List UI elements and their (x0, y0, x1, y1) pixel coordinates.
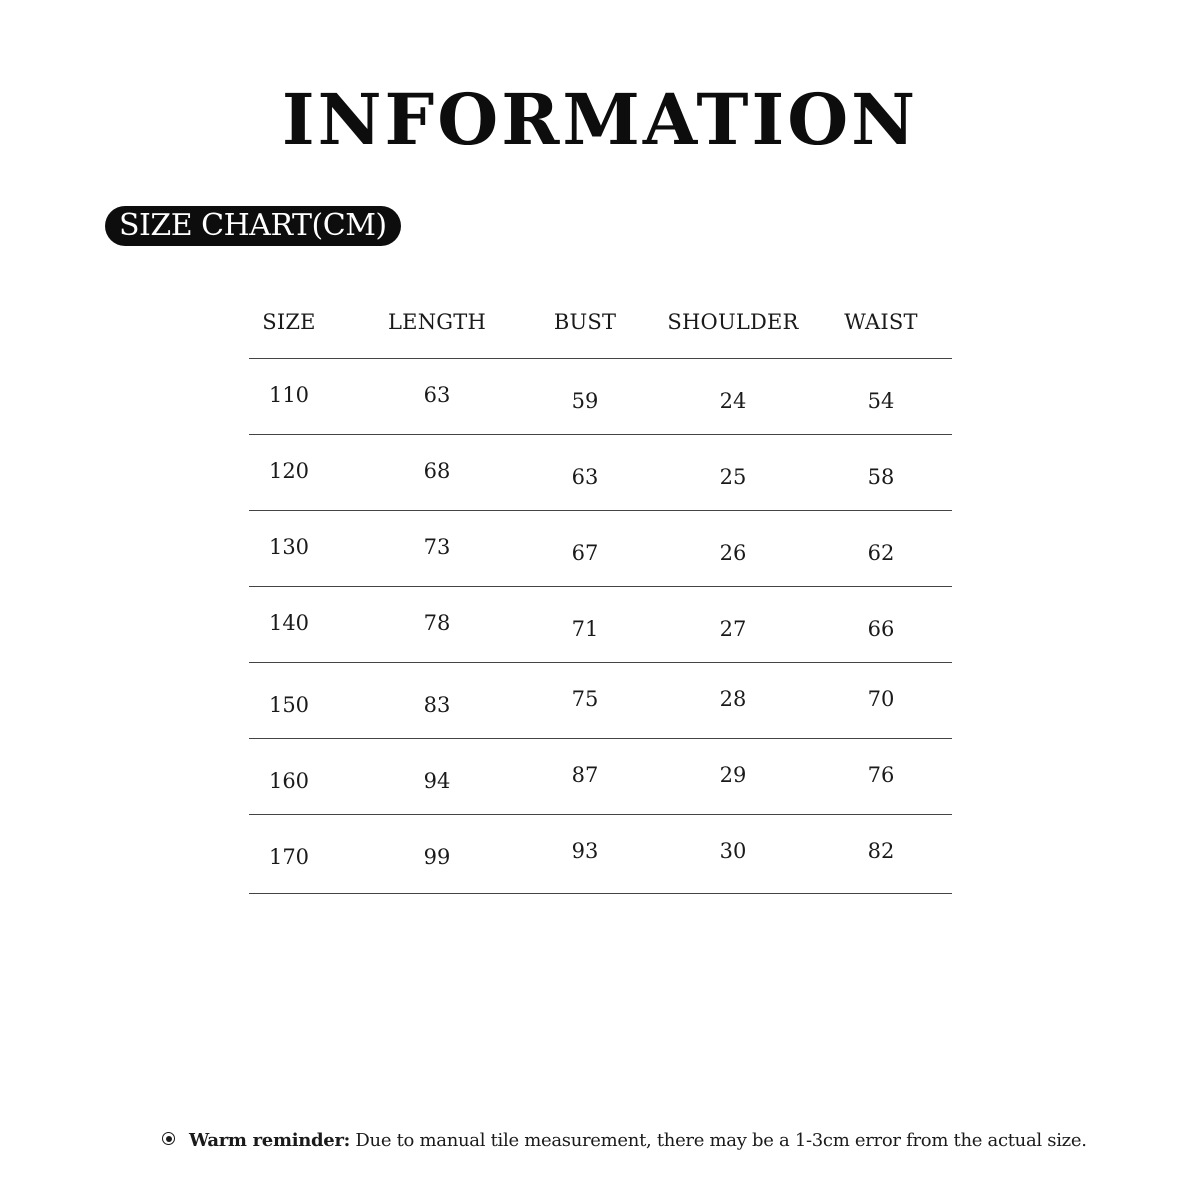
table-row (249, 435, 952, 511)
cell-bust: 87 (571, 763, 599, 787)
cell-waist: 54 (867, 389, 895, 413)
cell-length: 94 (423, 769, 451, 793)
cell-length: 63 (423, 383, 451, 407)
cell-size: 140 (268, 611, 310, 635)
page-title: INFORMATION (281, 78, 919, 161)
bullet-circle-icon (162, 1132, 175, 1145)
warm-reminder (162, 1128, 1087, 1154)
cell-length: 99 (423, 845, 451, 869)
cell-shoulder: 26 (719, 541, 747, 565)
cell-shoulder: 30 (719, 839, 747, 863)
cell-size: 150 (268, 693, 310, 717)
header-waist: WAIST (844, 310, 918, 334)
cell-shoulder: 27 (719, 617, 747, 641)
cell-size: 130 (268, 535, 310, 559)
table-row (249, 815, 952, 894)
table-header-row (249, 290, 952, 359)
cell-waist: 58 (867, 465, 895, 489)
cell-length: 73 (423, 535, 451, 559)
cell-length: 78 (423, 611, 451, 635)
size-chart-table (249, 290, 952, 894)
reminder-text: Due to manual tile measurement, there may be a 1-3cm error from the actual size. (349, 1130, 1087, 1151)
cell-bust: 93 (571, 839, 599, 863)
size-chart-label: SIZE CHART(CM) (105, 206, 401, 246)
table-row (249, 511, 952, 587)
table-row (249, 587, 952, 663)
table-row (249, 663, 952, 739)
header-bust: BUST (553, 310, 617, 334)
table-row (249, 359, 952, 435)
cell-waist: 62 (867, 541, 895, 565)
cell-shoulder: 28 (719, 687, 747, 711)
cell-length: 83 (423, 693, 451, 717)
cell-bust: 59 (571, 389, 599, 413)
cell-length: 68 (423, 459, 451, 483)
cell-bust: 71 (571, 617, 599, 641)
cell-shoulder: 25 (719, 465, 747, 489)
cell-size: 110 (268, 383, 310, 407)
cell-waist: 66 (867, 617, 895, 641)
cell-bust: 67 (571, 541, 599, 565)
reminder-label: Warm reminder: (189, 1130, 350, 1151)
cell-waist: 76 (867, 763, 895, 787)
cell-shoulder: 29 (719, 763, 747, 787)
cell-bust: 75 (571, 687, 599, 711)
cell-waist: 82 (867, 839, 895, 863)
cell-size: 120 (268, 459, 310, 483)
cell-bust: 63 (571, 465, 599, 489)
header-length: LENGTH (388, 310, 486, 334)
cell-waist: 70 (867, 687, 895, 711)
header-shoulder: SHOULDER (667, 310, 799, 334)
table-row (249, 739, 952, 815)
cell-size: 160 (268, 769, 310, 793)
cell-size: 170 (268, 845, 310, 869)
cell-shoulder: 24 (719, 389, 747, 413)
header-size: SIZE (262, 310, 316, 334)
